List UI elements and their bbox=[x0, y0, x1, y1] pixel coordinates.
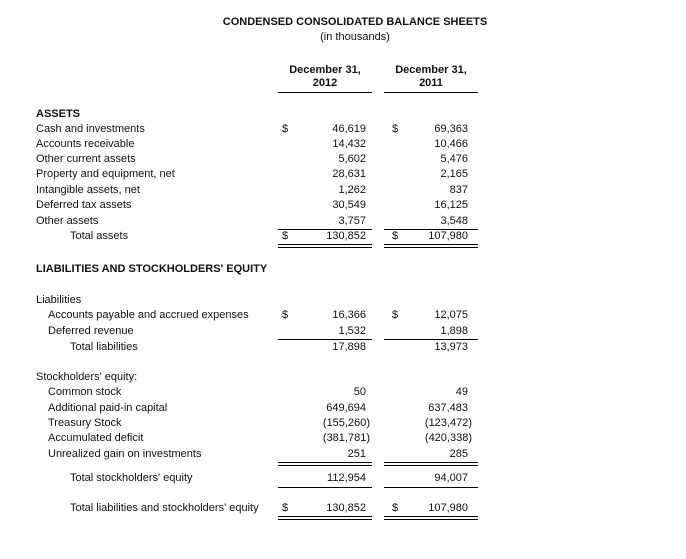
value-2012: 649,694 bbox=[326, 402, 366, 414]
row-label: Accounts payable and accrued expenses bbox=[48, 309, 249, 321]
value-2012: 28,631 bbox=[332, 168, 366, 180]
value-2012: 30,549 bbox=[332, 199, 366, 211]
value-2012: 16,366 bbox=[332, 309, 366, 321]
value-2011: (123,472) bbox=[424, 417, 472, 429]
row-label: Deferred tax assets bbox=[36, 199, 132, 211]
equity-total-rule-2012 bbox=[278, 487, 372, 488]
value-2011: 5,476 bbox=[440, 153, 468, 165]
value-2011: (420,338) bbox=[424, 432, 472, 444]
equity-rule-2011 bbox=[384, 462, 478, 466]
liabilities-equity-heading: LIABILITIES AND STOCKHOLDERS' EQUITY bbox=[36, 263, 268, 275]
value-2011: 10,466 bbox=[434, 138, 468, 150]
row-label: Accumulated deficit bbox=[48, 432, 144, 444]
currency-symbol: $ bbox=[392, 309, 399, 321]
liabilities-heading: Liabilities bbox=[36, 294, 82, 306]
value-2012: 14,432 bbox=[332, 138, 366, 150]
double-rule-2011 bbox=[384, 244, 478, 248]
equity-total-rule-2011 bbox=[384, 487, 478, 488]
value-2011: 285 bbox=[449, 448, 468, 460]
value-2011: 1,898 bbox=[440, 325, 468, 337]
value-2012: 251 bbox=[347, 448, 366, 460]
value-2012: 5,602 bbox=[338, 153, 366, 165]
total-equity-2012: 112,954 bbox=[327, 472, 366, 484]
row-label: Other current assets bbox=[36, 153, 136, 165]
row-label: Deferred revenue bbox=[48, 325, 134, 337]
value-2011: 637,483 bbox=[428, 402, 468, 414]
assets-heading: ASSETS bbox=[36, 108, 81, 120]
equity-rule-2012 bbox=[278, 462, 372, 466]
grand-total-label: Total liabilities and stockholders' equity bbox=[70, 502, 259, 514]
total-equity-2011: 94,007 bbox=[434, 472, 468, 484]
row-label: Other assets bbox=[36, 215, 99, 227]
grand-total-2012: 130,852 bbox=[326, 502, 366, 514]
document-subtitle: (in thousands) bbox=[320, 31, 390, 43]
row-label: Additional paid-in capital bbox=[48, 402, 168, 414]
row-label: Property and equipment, net bbox=[36, 168, 175, 180]
currency-symbol: $ bbox=[392, 123, 399, 135]
value-2011: 69,363 bbox=[434, 123, 468, 135]
double-rule-2012 bbox=[278, 244, 372, 248]
document-title: CONDENSED CONSOLIDATED BALANCE SHEETS bbox=[222, 16, 488, 28]
column-header-2011-line2: 2011 bbox=[419, 77, 443, 89]
value-2012: (381,781) bbox=[322, 432, 370, 444]
subtotal-rule-2011 bbox=[384, 339, 478, 340]
currency-symbol: $ bbox=[392, 230, 399, 242]
row-label: Accounts receivable bbox=[36, 138, 135, 150]
value-2012: 3,757 bbox=[338, 215, 366, 227]
total-assets-2012: 130,852 bbox=[326, 230, 366, 242]
equity-heading: Stockholders' equity: bbox=[36, 371, 138, 383]
currency-symbol: $ bbox=[282, 230, 289, 242]
value-2011: 16,125 bbox=[434, 199, 468, 211]
value-2012: (155,260) bbox=[322, 417, 370, 429]
currency-symbol: $ bbox=[392, 502, 399, 514]
total-assets-2011: 107,980 bbox=[428, 230, 468, 242]
grand-total-double-rule-2012 bbox=[278, 516, 372, 520]
column-header-underline-2011 bbox=[384, 92, 478, 93]
column-header-2012-line1: December 31, bbox=[289, 64, 361, 76]
currency-symbol: $ bbox=[282, 123, 289, 135]
row-label: Common stock bbox=[48, 386, 122, 398]
value-2011: 49 bbox=[455, 386, 468, 398]
currency-symbol: $ bbox=[282, 502, 289, 514]
total-liabilities-2011: 13,973 bbox=[434, 341, 468, 353]
column-header-2012-line2: 2012 bbox=[312, 77, 338, 89]
total-liabilities-2012: 17,898 bbox=[332, 341, 366, 353]
value-2011: 3,548 bbox=[440, 215, 468, 227]
grand-total-2011: 107,980 bbox=[428, 502, 468, 514]
row-label: Intangible assets, net bbox=[36, 184, 140, 196]
value-2011: 12,075 bbox=[434, 309, 468, 321]
currency-symbol: $ bbox=[282, 309, 289, 321]
value-2012: 50 bbox=[353, 386, 366, 398]
grand-total-double-rule-2011 bbox=[384, 516, 478, 520]
column-header-2011-line1: December 31, bbox=[395, 64, 467, 76]
row-label: Unrealized gain on investments bbox=[48, 448, 202, 460]
value-2012: 46,619 bbox=[332, 123, 366, 135]
total-assets-label: Total assets bbox=[70, 230, 129, 242]
value-2012: 1,532 bbox=[338, 325, 366, 337]
total-liabilities-label: Total liabilities bbox=[70, 341, 138, 353]
subtotal-rule-2012 bbox=[278, 339, 372, 340]
column-header-underline-2012 bbox=[278, 92, 372, 93]
value-2011: 2,165 bbox=[440, 168, 468, 180]
row-label: Cash and investments bbox=[36, 123, 145, 135]
row-label: Treasury Stock bbox=[48, 417, 122, 429]
value-2011: 837 bbox=[449, 184, 468, 196]
total-equity-label: Total stockholders' equity bbox=[70, 472, 193, 484]
value-2012: 1,262 bbox=[338, 184, 366, 196]
